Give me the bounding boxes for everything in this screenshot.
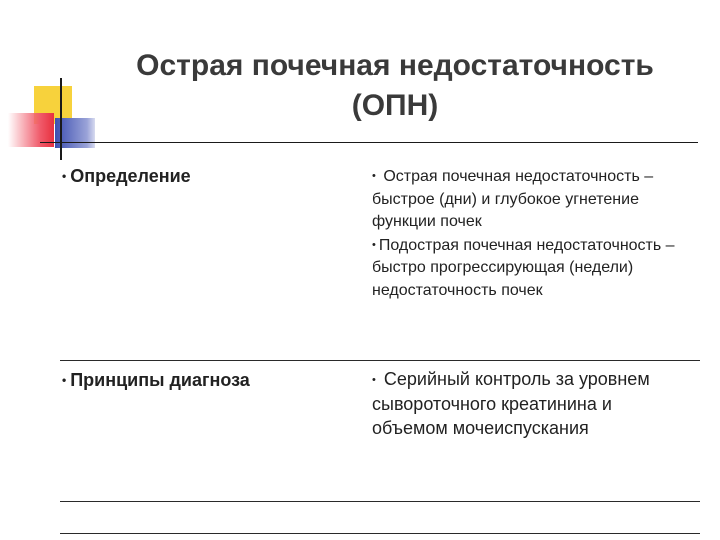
- definition-text: Серийный контроль за уровнем сывороточного креатинина и объемом мочеиспускания: [372, 369, 650, 438]
- slide-title-line2: (ОПН): [351, 89, 439, 122]
- title-underline: [40, 142, 698, 143]
- definition-text: Острая почечная недостаточность – быстрое (дни) и глубокое угнетение функции почек: [372, 168, 654, 230]
- slide-title: [70, 46, 720, 126]
- row-divider: [60, 533, 700, 534]
- definition-block: [372, 367, 692, 440]
- definition-item: [372, 234, 692, 303]
- definition-item: [372, 165, 692, 234]
- row-divider: [60, 360, 700, 361]
- slide-title-line1: Острая почечная недостаточность: [136, 49, 654, 82]
- bullet-icon: •: [62, 373, 67, 387]
- term-label: Определение: [70, 166, 191, 186]
- row-divider: [60, 501, 700, 502]
- bullet-icon: •: [372, 238, 376, 251]
- bullet-icon: •: [372, 374, 376, 386]
- definition-block: [372, 165, 692, 302]
- term-definition: [62, 166, 191, 187]
- definition-item: [372, 367, 692, 440]
- term-label: Принципы диагноза: [70, 370, 250, 390]
- bullet-icon: •: [62, 169, 67, 183]
- bullet-icon: •: [372, 170, 376, 182]
- decor-vertical-line: [60, 78, 62, 160]
- term-diagnosis: [62, 370, 250, 391]
- definition-text: Подострая почечная недостаточность – быстро прогрессирующая (недели) недостаточность почек: [372, 236, 675, 299]
